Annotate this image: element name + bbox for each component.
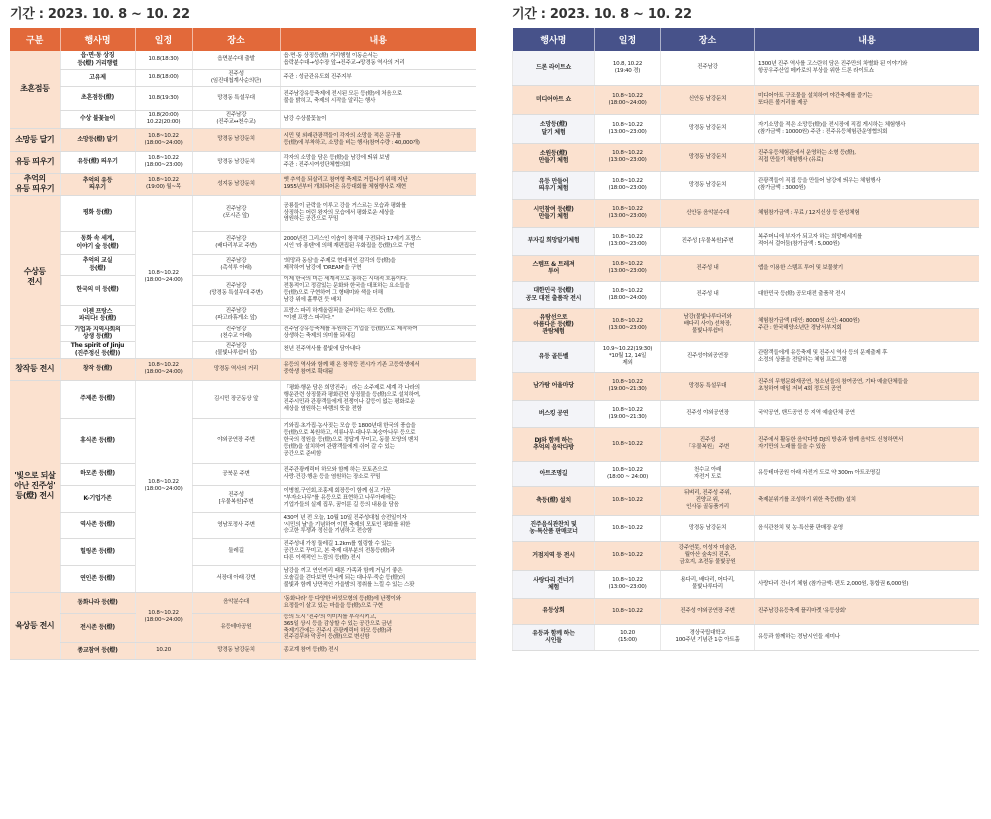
event-content: 진주남강유등축제 플리마켓 '유등상회' <box>755 598 980 624</box>
event-name: 사랑다리 건너기 체험 <box>513 570 595 598</box>
event-name: DJ와 함께 하는 추억의 음악다방 <box>513 427 595 461</box>
event-date: 10.8~10.22 <box>595 427 661 461</box>
event-place: 둘레길 <box>192 538 280 565</box>
left-schedule-panel <box>0 0 480 819</box>
right-schedule-panel <box>495 0 991 819</box>
table-row <box>10 592 476 613</box>
event-date: 10.8(18:30) <box>135 51 192 69</box>
table-row <box>10 642 476 659</box>
event-name: 거점지역 등 전시 <box>513 541 595 570</box>
table-row <box>513 51 980 85</box>
event-place: 경상국립대학교 100주년 기념관 1층 아트홀 <box>661 624 755 650</box>
category-cell: '빛으로 되살 아난 진주성' 등(燈) 전시 <box>10 380 60 592</box>
event-content: 진주유등체험관에서 운영하는 소형 등(燈), 직접 만들기 체험행사 (유료) <box>755 143 980 171</box>
table-row <box>10 325 476 341</box>
left-header-row <box>10 28 476 51</box>
table-row <box>513 515 980 541</box>
event-place: 유등테마공원 <box>192 613 280 642</box>
event-name: 평화 등(燈) <box>60 195 135 231</box>
event-content: 천년 진주역사를 불빛에 담아내다 <box>280 341 476 358</box>
event-place: 진주성 야외공연장 <box>661 400 755 427</box>
event-name: 드론 라이트쇼 <box>513 51 595 85</box>
event-place: 진주성 내 <box>661 255 755 281</box>
header-place-right: 장소 <box>661 28 755 51</box>
event-name: K-기업가존 <box>60 485 135 512</box>
event-name: 유등 골든벨 <box>513 341 595 372</box>
event-content: 관광객들이 직접 등을 만들어 남강에 띄우는 체험행사 (참가금액 : 3000원) <box>755 171 980 199</box>
table-row <box>10 51 476 69</box>
event-place: 남강(물빛나루다리와 배다리 사이) 선착장, 물빛나루쉼터 <box>661 308 755 341</box>
event-place: 진주성 (임진대첩계사순의단) <box>192 69 280 86</box>
event-name: 유등 만들어 띄우기 체험 <box>513 171 595 199</box>
event-place: 진주성 내 <box>661 281 755 308</box>
table-row <box>513 199 980 227</box>
header-place: 장소 <box>192 28 280 51</box>
event-content: 미디어아트 구조물을 설치하여 야간축제를 즐기는 또다른 볼거리를 제공 <box>755 85 980 114</box>
event-name: 전시존 등(燈) <box>60 613 135 642</box>
event-place: 용다리, 배다리, 어다리, 물빛나루다리 <box>661 570 755 598</box>
event-place: 진주남강 (물빛나루쉼터 앞) <box>192 341 280 358</box>
event-place: 진주남강 <box>661 51 755 85</box>
event-place: 진주남강 (포시즌 앞) <box>192 195 280 231</box>
event-date: 10.8~10.22 (18:00~23:00) <box>595 171 661 199</box>
event-date: 10.8~10.22 (18:00~24:00) <box>135 380 192 592</box>
category-cell: 초혼점등 <box>10 51 60 128</box>
event-content: '동화나라' 등 다양한 버섯모형의 등(燈)에 난쟁이와 요정들이 살고 있는 마을을 등(燈)으로 구현 <box>280 592 476 613</box>
table-row <box>513 227 980 255</box>
event-name: 휴식존 등(燈) <box>60 418 135 463</box>
event-name: 남가람 어울마당 <box>513 372 595 400</box>
event-content: 1300년 진주 역사를 고스란히 담은 진주만의 차별화 된 이야기와 항공우주산업 메카로의 부상을 위한 드론 라이트쇼 <box>755 51 980 85</box>
event-date: 10.8~10.22 <box>595 541 661 570</box>
event-date: 10.8~10.22 <box>595 486 661 515</box>
header-date: 일정 <box>135 28 192 51</box>
table-row <box>10 305 476 325</box>
event-content: '희망과 동심'을 주제로 현대적인 감각의 등(燈)을 제작하여 남강에 'DREAM'을 구현 <box>280 254 476 275</box>
event-place: 망경동 남강둔치 <box>661 171 755 199</box>
event-content: 이제 한국의 미는 세계적으로 통하는 시대적 흐름이다. 전통적이고 정감있는 문화와 한국을 대표하는 요소들을 등(燈)으로 구현하여 그 형태미와 색을 더해 남강 위에 흩뿌린 듯 배치 <box>280 275 476 305</box>
table-row <box>10 110 476 128</box>
event-place: 김시민 장군동상 앞 <box>192 380 280 418</box>
event-name: 스템프 & 트레져 투어 <box>513 255 595 281</box>
event-name: 이젠 프랑스 파리다! 등(燈) <box>60 305 135 325</box>
event-name: 미디어아트 쇼 <box>513 85 595 114</box>
event-name: 추억의 유등 띄우기 <box>60 173 135 195</box>
table-row <box>513 461 980 486</box>
event-content: 복주머니에 부자가 되고자 하는 희망메세지를 적어서 걸어둠(참가금액 : 5,000원) <box>755 227 980 255</box>
table-row <box>10 69 476 86</box>
event-content: 사랑다리 건너기 체험 (참가금액: 편도 2,000원, 통합권 6,000원) <box>755 570 980 598</box>
table-row <box>513 143 980 171</box>
table-row <box>513 427 980 461</box>
table-row <box>10 358 476 380</box>
category-cell: 수상등 전시 <box>10 195 60 358</box>
event-place: 진주남강 (파고라휴게소 앞) <box>192 305 280 325</box>
right-header-row <box>513 28 980 51</box>
event-date: 10.20 <box>135 642 192 659</box>
event-content: 이병철,구인회,조홍제 회장등이 함께 심고 가꾼 "부자소나무"를 유등으로 표현하고 나무아래에는 기업가들의 실제 집무, 꿈이룬 길 등의 내용을 담음 <box>280 485 476 512</box>
event-date: 10.8~10.22 (18:00 ~ 24:00) <box>595 461 661 486</box>
event-content: 관람객들에게 유등축제 및 진주시 역사 등의 문제출제 후 소정의 상품을 전달하는 체험 프로그램 <box>755 341 980 372</box>
event-name: 축등(燈) 설치 <box>513 486 595 515</box>
event-content: 각자의 소망을 담은 등(燈)을 남강에 띄워 보냄 주관 : 진주시여성단체협의회 <box>280 151 476 173</box>
event-date: 10.8~10.22 (18:00~24:00) <box>135 592 192 642</box>
table-row <box>10 231 476 254</box>
event-date: 10.8(18:00) <box>135 69 192 86</box>
table-row <box>513 171 980 199</box>
event-date: 10.8~10.22 (19:00~21:30) <box>595 400 661 427</box>
event-date: 10.8~10.22 <box>595 515 661 541</box>
table-row <box>513 570 980 598</box>
table-row <box>513 308 980 341</box>
event-place: 진주성야외공연장 <box>661 341 755 372</box>
event-content: 진주성내 가칭 둘레길 1.2km를 힐링할 수 있는 공간으로 꾸미고, 본 축제 대부분의 전통등(燈)과 다른 이색적인 느낌의 등(燈) 전시 <box>280 538 476 565</box>
event-content: 등의 도시 '진주'의 이미지를 부각시키고, 365일 상시 등을 감상할 수 있는 공간으로 금년 축제기간에는 진주시 관광캐릭터 하모 등(燈)과 진주검무와 악공이 등(燈)으로 변신함 <box>280 613 476 642</box>
table-row <box>10 463 476 485</box>
header-event-right: 행사명 <box>513 28 595 51</box>
table-row <box>513 624 980 650</box>
table-row <box>513 85 980 114</box>
header-date-right: 일정 <box>595 28 661 51</box>
table-row <box>10 538 476 565</box>
event-content <box>755 541 980 570</box>
event-name: 추억의 교실 등(燈) <box>60 254 135 275</box>
event-name: 부자길 희망달기체험 <box>513 227 595 255</box>
event-place: 강주연못, 이성자 미술관, 월아산 숲속의 진주, 금호지, 초전동 물빛공원 <box>661 541 755 570</box>
event-content: 국악공연, 밴드공연 등 지역 예술단체 공연 <box>755 400 980 427</box>
table-row <box>10 341 476 358</box>
event-place: 진주성 [우물복원]주변 <box>661 227 755 255</box>
period-label-right: 기간 : 2023. 10. 8 ~ 10. 22 <box>512 7 692 22</box>
event-name: 대한민국 등(燈) 공모 대전 출품작 전시 <box>513 281 595 308</box>
event-date: 10.8~10.22 <box>595 598 661 624</box>
event-name: 연인존 등(燈) <box>60 565 135 592</box>
event-place: 망경동 특설무대 <box>661 372 755 400</box>
event-place: 진주성 「우물복원」 주변 <box>661 427 755 461</box>
table-row <box>513 486 980 515</box>
event-place: 영남포정사 주변 <box>192 512 280 538</box>
event-content: 앱을 이용한 스템프 투어 및 보물찾기 <box>755 255 980 281</box>
event-name: 초혼점등(燈) <box>60 86 135 110</box>
event-content: 진주관광캐릭터 하모와 함께 하는 포토존으로 사랑·건강·행운 등을 염원하는 장소로 꾸밈 <box>280 463 476 485</box>
event-content: 유등의 역사와 함께 해 온 창작등 전시가 기존 고등학생에서 중학생 참여로 확대됨 <box>280 358 476 380</box>
event-date: 10.8~10.22 (18:00~24:00) <box>595 85 661 114</box>
event-name: 하모존 등(燈) <box>60 463 135 485</box>
event-date: 10.20 (15:00) <box>595 624 661 650</box>
event-content: 430여 년 전 오늘, 10월 10일 진주성대첩 승전일이자 '시민의 날'을 기념하여 이번 축제의 모토인 평화를 위한 승고한 투쟁과 정신을 기념하고 전승함 <box>280 512 476 538</box>
event-content: 자기소망을 적은 소망등(燈)을 전시장에 직접 게시하는 체험행사 (참가금액 : 10000원) 주관 : 진주유등체험관운영협의회 <box>755 114 980 143</box>
table-row <box>513 255 980 281</box>
table-row <box>10 195 476 231</box>
event-date: 10.8~10.22 (18:00~24:00) <box>135 195 192 358</box>
table-row <box>10 485 476 512</box>
event-content: 읍·면·동 상징등(燈) 거리행렬 이동순서는 읍락분수대→성수장 앞→진주교→망경동 역사의 거리 <box>280 51 476 69</box>
event-place: 진주남강 (촉석루 아래) <box>192 254 280 275</box>
event-name: 역사존 등(燈) <box>60 512 135 538</box>
table-row <box>10 512 476 538</box>
event-content: 공룡들이 균락을 이루고 강을 거스르는 모습과 평화를 상징하는 어린 왕자의 모습에서 평화로운 세상을 염원하는 공간으로 꾸밈 <box>280 195 476 231</box>
event-date: 10.8~10.22 (19:00) 월~목 <box>135 173 192 195</box>
right-schedule-table <box>512 28 979 651</box>
event-place: 망경동 남강둔치 <box>661 114 755 143</box>
event-content: 유등테마공원 아래 자전거 도로 약 300m 아트조명길 <box>755 461 980 486</box>
table-row <box>10 380 476 418</box>
event-name: 소원등(燈) 만들기 체험 <box>513 143 595 171</box>
event-name: 유등(燈) 띄우기 <box>60 151 135 173</box>
event-content: 남강 수상불꽃놀이 <box>280 110 476 128</box>
event-date: 10.8~10.22 (13:00~23:00) <box>595 143 661 171</box>
event-place: 신안동 남강둔치 <box>661 85 755 114</box>
table-row <box>513 372 980 400</box>
left-schedule-table <box>10 28 476 660</box>
event-date: 10.8~10.22 (18:00~24:00) <box>595 281 661 308</box>
table-row <box>513 598 980 624</box>
event-place: 야외공연장 주변 <box>192 418 280 463</box>
event-name: The spirit of Jinju (진주정신 등(燈)) <box>60 341 135 358</box>
event-date: 10.8~10.22 (13:00~23:00) <box>595 570 661 598</box>
event-content: 남강을 끼고 연인끼리 때론 가족과 함께 거닐기 좋은 오솔길을 걷다보면 만나게 되는 대나무·죽순 등(燈)의 불빛과 함께 낭만적인 가을밤의 정취를 느낄 수 있는 스팟 <box>280 565 476 592</box>
event-name: 창작 등(燈) <box>60 358 135 380</box>
event-place: 망경동 역사의 거리 <box>192 358 280 380</box>
event-date: 10.8~10.22 (13:00~23:00) <box>595 308 661 341</box>
event-name: 유등상회 <box>513 598 595 624</box>
event-place: 망경동 남강둔치 <box>192 128 280 151</box>
event-content: 진주남강유등축제를 후원하는 기업을 등(燈)으로 제작하여 상생하는 축제의 의미를 되새김 <box>280 325 476 341</box>
event-content: 축제분위기를 조성하기 위한 축등(燈) 설치 <box>755 486 980 515</box>
event-content: 유등과 함께하는 경남시인들 세미나 <box>755 624 980 650</box>
event-name: 유등과 함께 하는 시인들 <box>513 624 595 650</box>
event-place: 망경동 남강둔치 <box>661 143 755 171</box>
event-place: 진주성 [우물복원]주변 <box>192 485 280 512</box>
table-row <box>10 418 476 463</box>
event-place: 서장대 아래 강변 <box>192 565 280 592</box>
event-date: 10.8~10.22 (18:00~24:00) <box>135 358 192 380</box>
category-cell: 창작등 전시 <box>10 358 60 380</box>
event-place: 진주남강 (망경동 특설무대 주변) <box>192 275 280 305</box>
event-content: 주관 : 성균관유도회 진주지부 <box>280 69 476 86</box>
table-row <box>513 341 980 372</box>
event-name: 소망등(燈) 달기 체험 <box>513 114 595 143</box>
event-place: 망경동 남강둔치 <box>192 642 280 659</box>
event-name: 시민참여 등(燈) 만들기 체험 <box>513 199 595 227</box>
table-row <box>513 114 980 143</box>
event-content: 「평화·행운 담은 희망진주」 라는 소주제로 세계 각 나라의 행운관련 상징물과 평화관련 상징물을 등(燈)으로 설치하여, 진주시민과 관광객들에게 전쟁이나 갈등이 없는 평화로운 세상을 염원하는 바램의 뜻을 전함 <box>280 380 476 418</box>
event-name: 소망등(燈) 달기 <box>60 128 135 151</box>
event-date: 10.8~10.22 (19:00~21:30) <box>595 372 661 400</box>
table-row <box>513 400 980 427</box>
event-date: 10.8(19:30) <box>135 86 192 110</box>
event-date: 10.8~10.22 (13:00~23:00) <box>595 199 661 227</box>
event-name: 읍·면·동 상징 등(燈) 거리행렬 <box>60 51 135 69</box>
table-row <box>10 151 476 173</box>
category-cell: 육상등 전시 <box>10 592 60 659</box>
event-date: 10.8~10.22 (13:00~23:00) <box>595 114 661 143</box>
event-date: 10.8(20:00) 10.22(20:00) <box>135 110 192 128</box>
header-category: 구분 <box>10 28 60 51</box>
event-date: 10.8~10.22 (13:00~23:00) <box>595 255 661 281</box>
table-row <box>10 613 476 642</box>
event-name: 고유제 <box>60 69 135 86</box>
event-place: 망경동 남강둔치 <box>192 151 280 173</box>
event-place: 망경동 남강둔치 <box>661 515 755 541</box>
event-name: 힐링존 등(燈) <box>60 538 135 565</box>
table-row <box>10 86 476 110</box>
table-row <box>10 254 476 275</box>
event-date: 10.9~10.22(19:30) *10월 12, 14일 제외 <box>595 341 661 372</box>
event-name: 진주음식관찬치 및 농·특산품 판매코너 <box>513 515 595 541</box>
event-place: 진주남강 (진주교↔천수교) <box>192 110 280 128</box>
event-content: 진주남강유등축제에 전시된 모든 등(燈)에 처음으로 불을 밝히고, 축제의 시작을 알리는 행사 <box>280 86 476 110</box>
event-name: 아트조명길 <box>513 461 595 486</box>
event-name: 수상 불꽃놀이 <box>60 110 135 128</box>
header-event: 행사명 <box>60 28 135 51</box>
category-cell: 소망등 달기 <box>10 128 60 151</box>
event-content: 진주의 무형문화재공연, 청소년들의 참여공연, 기타 예술단체들을 초청하여 매일 저녁 4회 정도의 공연 <box>755 372 980 400</box>
event-content: 기와집·초가집·농사짓는 모습 등 1800년대 한국의 풍습을 등(燈)으로 복원하고, 석류나무·대나무·복숭아나무 등으로 한국의 정원을 등(燈)으로 정답게 꾸미고, 동물 모양의 벤치 등(燈)을 설치하여 관람객들에게 쉬어 갈 수 있는 공간으로 준비함 <box>280 418 476 463</box>
table-row <box>513 541 980 570</box>
event-content: 음식관찬치 및 농·특산품 판매장 운영 <box>755 515 980 541</box>
event-content: 대한민국 등(燈) 공모대전 출품작 전시 <box>755 281 980 308</box>
event-date: 10.8, 10.22 (19:40 경) <box>595 51 661 85</box>
event-name: 동화나라 등(燈) <box>60 592 135 613</box>
event-content: 종교계 참여 등(燈) 전시 <box>280 642 476 659</box>
event-content: 옛 추억을 되살리고 참여형 축제로 거듭나기 위해 지난 1955년부터 개최되어온 유등대회를 체험행사로 재현 <box>280 173 476 195</box>
event-name: 동화 속 세계, 이야기 숲 등(燈) <box>60 231 135 254</box>
event-name: 유람선으로 아름다운 등(燈) 관람체험 <box>513 308 595 341</box>
event-name: 주제존 등(燈) <box>60 380 135 418</box>
table-row <box>10 275 476 305</box>
event-place: 천수교 아래 자전거 도로 <box>661 461 755 486</box>
table-row <box>10 128 476 151</box>
event-place: 뒤벼리, 진주성 주위, 진양교 위, 인사동 골동품거리 <box>661 486 755 515</box>
header-content-right: 내용 <box>755 28 980 51</box>
event-place: 진주성 야외공연장 주변 <box>661 598 755 624</box>
event-place: 공북문 주변 <box>192 463 280 485</box>
event-place: 성지동 남강둔치 <box>192 173 280 195</box>
period-label: 기간 : 2023. 10. 8 ~ 10. 22 <box>10 7 190 22</box>
event-content: 진주에서 활동한 음악다방 DJ의 방송과 함께 음악도 신청하면서 자기만의 노래를 들을 수 있음 <box>755 427 980 461</box>
table-row <box>10 565 476 592</box>
event-name: 기업과 지역사회의 상생 등(燈) <box>60 325 135 341</box>
event-place: 신안동 음악분수대 <box>661 199 755 227</box>
event-name: 종교참여 등(燈) <box>60 642 135 659</box>
header-content: 내용 <box>280 28 476 51</box>
table-row <box>10 173 476 195</box>
event-place: 음악분수대 <box>192 592 280 613</box>
event-place: 진주남강 (배다리부교 주변) <box>192 231 280 254</box>
event-date: 10.8~10.22 (13:00~23:00) <box>595 227 661 255</box>
event-name: 한국의 미 등(燈) <box>60 275 135 305</box>
event-date: 10.8~10.22 (18:00~24:00) <box>135 128 192 151</box>
event-place: 망경동 특설무대 <box>192 86 280 110</box>
event-content: 프랑스 파리 하계올림픽을 준비하는 하모 등(燈), "이젠 프랑스 파리다." <box>280 305 476 325</box>
event-place: 진주남강 (천수교 아래) <box>192 325 280 341</box>
event-place: 읍면분수대 출발 <box>192 51 280 69</box>
event-date: 10.8~10.22 (18:00~23:00) <box>135 151 192 173</box>
category-cell: 추억의 유등 띄우기 <box>10 173 60 195</box>
event-name: 버스킹 공연 <box>513 400 595 427</box>
event-content: 시민 및 외래관광객들이 각자의 소망을 적은 문구를 등(燈)에 부착하고, 소망을 비는 행사(참여수량 : 40,000개) <box>280 128 476 151</box>
category-cell: 유등 띄우기 <box>10 151 60 173</box>
table-row <box>513 281 980 308</box>
event-content: 체험참가금액 : 무료 / 12지신상 등 완성체험 <box>755 199 980 227</box>
event-content: 체험참가금액 (대인: 8000원 소인: 4000원) 주관 : 한국해양소년단 경남서부지회 <box>755 308 980 341</box>
event-content: 2000년전 그리스인 이솝이 창작해 구전되다 17세기 프랑스 시인 '라 퐁텐'에 의해 재편집된 우화집을 등(燈)으로 구현 <box>280 231 476 254</box>
